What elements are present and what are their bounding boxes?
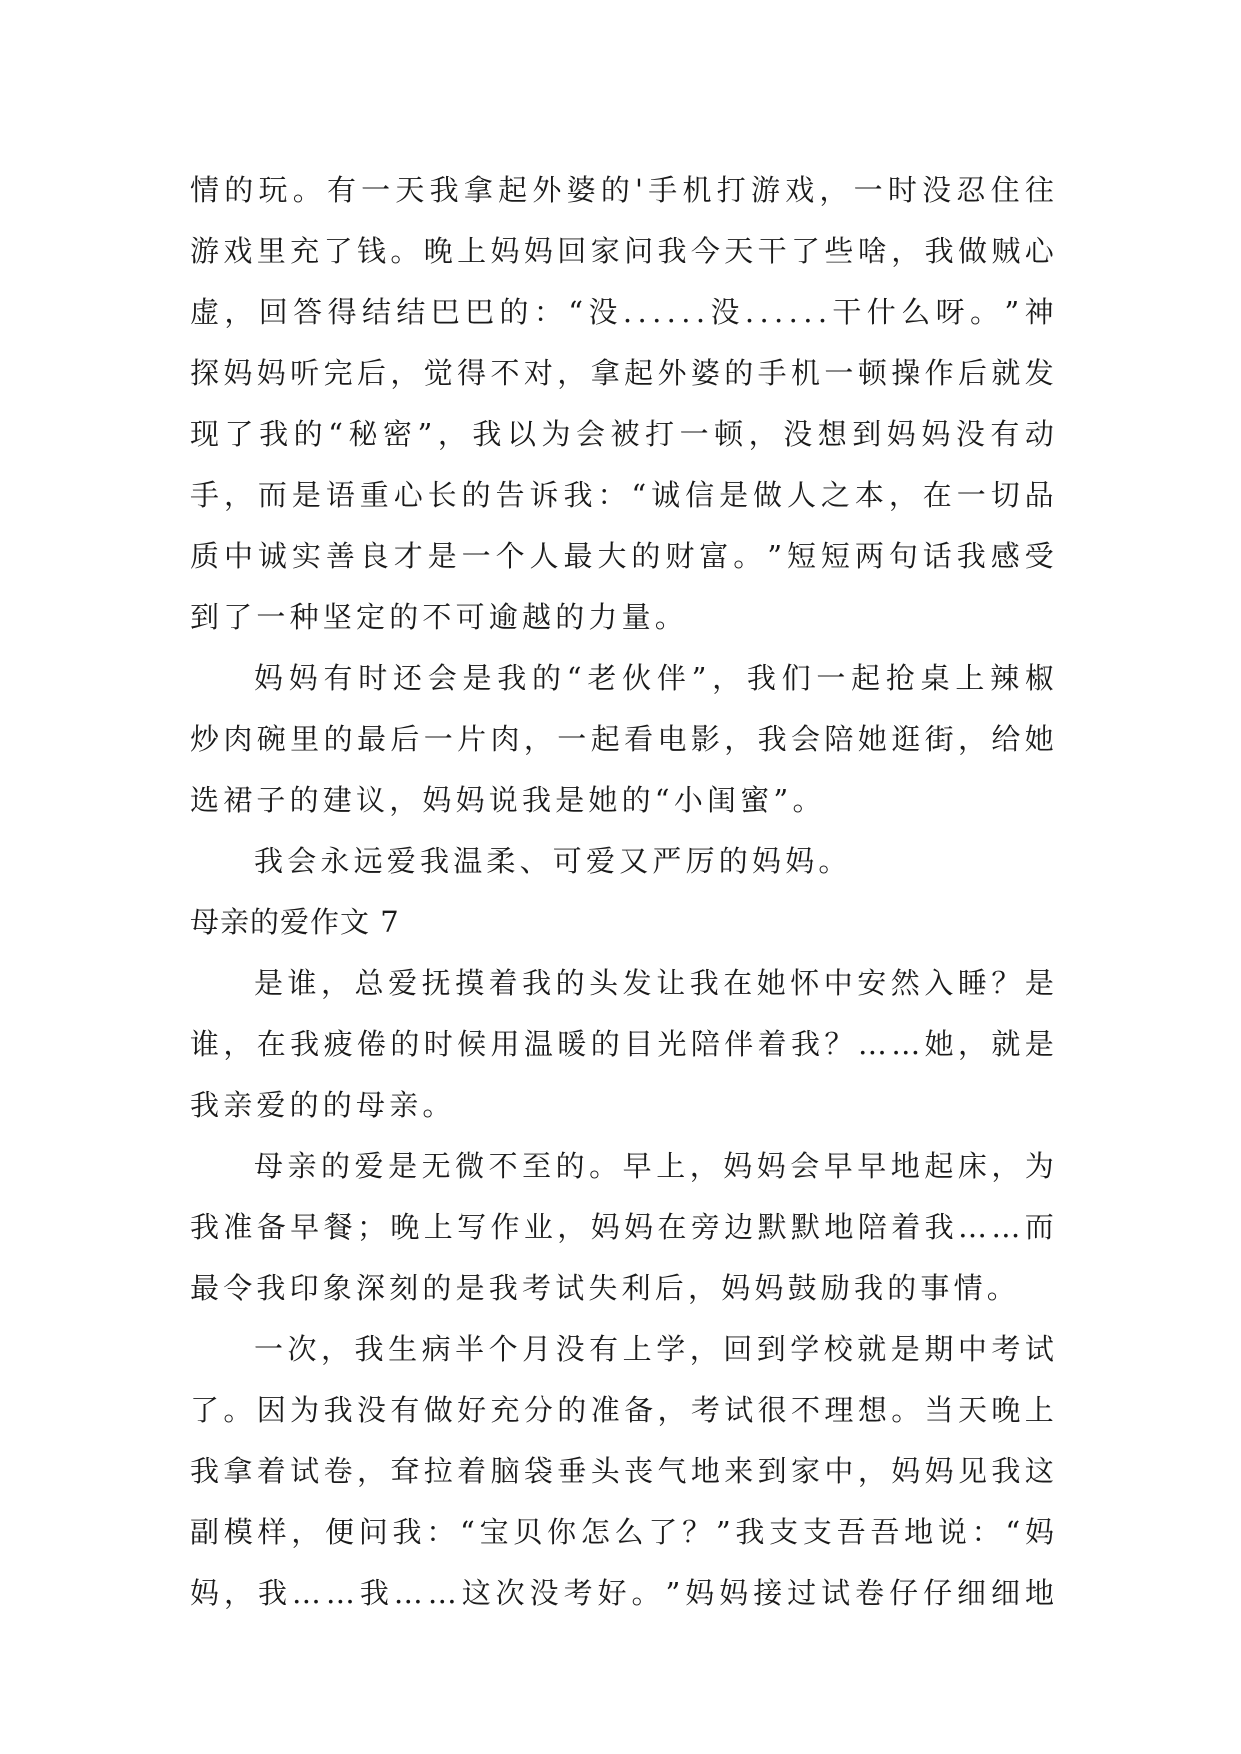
text-line: 手 ， 而 是 语 重 心 长 的 告 诉 我 ： “ 诚 信 是 做 人 之 本 ， 在 一 切 品 [190, 478, 1054, 512]
section-heading [190, 892, 1054, 953]
text-line: 谁 ， 在 我 疲 倦 的 时 候 用 温 暖 的 目 光 陪 伴 着 我 ？ … … 她 ， 就 是 [190, 1027, 1054, 1061]
text-line: 妈 ， 我 … … 我 … … 这 次 没 考 好 。 ” 妈 妈 接 过 试 卷 仔 仔 细 细 地 [190, 1576, 1054, 1610]
text-line: 到了一种坚定的不可逾越的力量。 [190, 600, 689, 634]
paragraph [190, 648, 1054, 831]
text-line: 选裙子的建议，妈妈说我是她的“小闺蜜”。 [190, 783, 826, 817]
text-line: 了 。 因 为 我 没 有 做 好 充 分 的 准 备 ， 考 试 很 不 理 想 。 当 天 晚 上 [190, 1393, 1054, 1427]
text-line: 我 准 备 早 餐 ； 晚 上 写 作 业 ， 妈 妈 在 旁 边 默 默 地 陪 着 我 … … 而 [190, 1210, 1054, 1244]
text-line: 母 亲 的 爱 是 无 微 不 至 的 。 早 上 ， 妈 妈 会 早 早 地 起 床 ， 为 [254, 1149, 1054, 1183]
document-page [190, 160, 1054, 1624]
text-line: 虚 ， 回 答 得 结 结 巴 巴 的 ： “ 没 . . . . . . 没 . . . . . . 干 什 么 呀 。 ” 神 [190, 295, 1054, 329]
text-line: 探 妈 妈 听 完 后 ， 觉 得 不 对 ， 拿 起 外 婆 的 手 机 一 顿 操 作 后 就 发 [190, 356, 1054, 390]
paragraph [190, 831, 1054, 892]
text-line: 我会永远爱我温柔、可爱又严厉的妈妈。 [254, 844, 852, 878]
text-line: 最令我印象深刻的是我考试失利后，妈妈鼓励我的事情。 [190, 1271, 1021, 1305]
text-line: 游 戏 里 充 了 钱 。 晚 上 妈 妈 回 家 问 我 今 天 干 了 些 啥 ， 我 做 贼 心 [190, 234, 1054, 268]
text-line: 一 次 ， 我 生 病 半 个 月 没 有 上 学 ， 回 到 学 校 就 是 期 中 考 试 [254, 1332, 1054, 1366]
text-line: 我亲爱的的母亲。 [190, 1088, 456, 1122]
paragraph [190, 1136, 1054, 1319]
text-line: 我 拿 着 试 卷 ， 耷 拉 着 脑 袋 垂 头 丧 气 地 来 到 家 中 ， 妈 妈 见 我 这 [190, 1454, 1054, 1488]
paragraph [190, 953, 1054, 1136]
text-line: 情 的 玩 。 有 一 天 我 拿 起 外 婆 的 ' 手 机 打 游 戏 ， 一 时 没 忍 住 往 [190, 173, 1054, 207]
text-line: 质 中 诚 实 善 良 才 是 一 个 人 最 大 的 财 富 。 ” 短 短 两 句 话 我 感 受 [190, 539, 1054, 573]
text-line: 现 了 我 的 “ 秘 密 ” ， 我 以 为 会 被 打 一 顿 ， 没 想 到 妈 妈 没 有 动 [190, 417, 1054, 451]
text-line: 妈 妈 有 时 还 会 是 我 的 “ 老 伙 伴 ” ， 我 们 一 起 抢 桌 上 辣 椒 [254, 661, 1054, 695]
text-line: 是 谁 ， 总 爱 抚 摸 着 我 的 头 发 让 我 在 她 怀 中 安 然 入 睡 ？ 是 [254, 966, 1054, 1000]
paragraph [190, 160, 1054, 648]
text-line: 副 模 样 ， 便 问 我 ： “ 宝 贝 你 怎 么 了 ？ ” 我 支 支 吾 吾 地 说 ： “ 妈 [190, 1515, 1054, 1549]
text-line: 母亲的爱作文 7 [190, 905, 400, 939]
text-line: 炒 肉 碗 里 的 最 后 一 片 肉 ， 一 起 看 电 影 ， 我 会 陪 她 逛 街 ， 给 她 [190, 722, 1054, 756]
paragraph [190, 1319, 1054, 1624]
